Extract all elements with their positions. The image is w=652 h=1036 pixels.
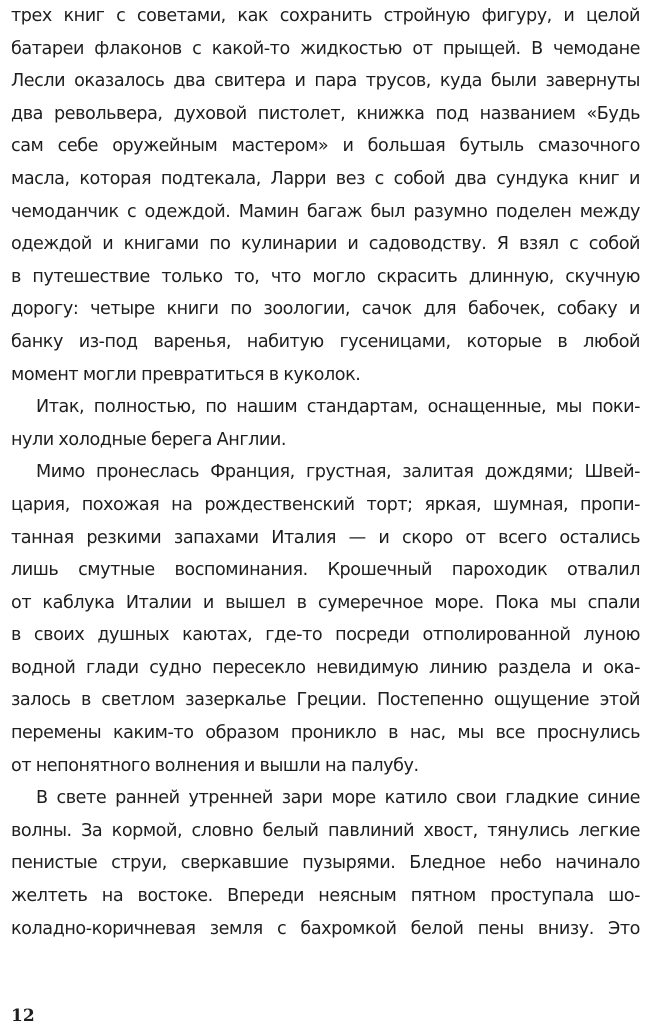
- text-line: масла, которая подтекала, Ларри вез с собой два сундука книг и: [11, 168, 640, 189]
- text-line: трех книг с советами, как сохранить стройную фигуру, и целой: [11, 6, 640, 26]
- paragraph: [11, 456, 640, 782]
- text-line: лишь смутные воспоминания. Крошечный пароходик отвалил: [11, 560, 640, 581]
- text-line: банку из-под варенья, набитую гусеницами, которые в любой: [11, 331, 640, 352]
- paragraph: [11, 782, 640, 945]
- text-line: одеждой и книгами по кулинарии и садоводству. Я взял с собой: [11, 234, 640, 255]
- text-line: сам себе оружейным мастером» и большая бутыль смазочного: [11, 136, 640, 157]
- text-line: дорогу: четыре книги по зоологии, сачок для бабочек, собаку и: [11, 299, 640, 320]
- text-line: Итак, полностью, по нашим стандартам, оснащенные, мы поки-: [36, 397, 640, 418]
- text-line: Мимо пронеслась Франция, грустная, залитая дождями; Швей-: [36, 462, 640, 483]
- text-line: танная резкими запахами Италия — и скоро от всего остались: [11, 527, 640, 548]
- text-line: нули холодные берега Англии.: [11, 429, 287, 450]
- text-line: пенистые струи, сверкавшие пузырями. Бледное небо начинало: [11, 853, 640, 874]
- text-line: водной глади судно пересекло невидимую линию раздела и ока-: [11, 657, 640, 678]
- text-line: момент могли превратиться в куколок.: [11, 364, 361, 385]
- text-line: батареи флаконов с какой-то жидкостью от прыщей. В чемодане: [11, 38, 640, 59]
- page-text: [11, 0, 640, 945]
- text-line: от непонятного волнения и вышли на палубу.: [11, 755, 419, 776]
- page-number: 12: [11, 1006, 35, 1026]
- text-line: цария, похожая на рождественский торт; яркая, шумная, пропи-: [11, 494, 640, 515]
- text-line: чемоданчик с одеждой. Мамин багаж был разумно поделен между: [11, 201, 640, 222]
- text-line: коладно-коричневая земля с бахромкой белой пены внизу. Это: [11, 918, 640, 939]
- text-line: желтеть на востоке. Впереди неясным пятном проступала шо-: [11, 886, 640, 907]
- text-line: залось в светлом зазеркалье Греции. Постепенно ощущение этой: [11, 690, 640, 711]
- text-line: перемены каким-то образом проникло в нас, мы все проснулись: [11, 723, 640, 744]
- text-line: волны. За кормой, словно белый павлиний хвост, тянулись легкие: [11, 820, 640, 841]
- text-line: два револьвера, духовой пистолет, книжка под названием «Будь: [11, 103, 640, 124]
- text-line: от каблука Италии и вышел в сумеречное море. Пока мы спали: [11, 592, 640, 613]
- text-line: В свете ранней утренней зари море катило свои гладкие синие: [36, 788, 640, 809]
- paragraph: [11, 0, 640, 391]
- text-line: Лесли оказалось два свитера и пара трусов, куда были завернуты: [11, 71, 640, 92]
- text-line: в своих душных каютах, где-то посреди отполированной луною: [11, 625, 640, 646]
- paragraph: [11, 391, 640, 456]
- text-line: в путешествие только то, что могло скрасить длинную, скучную: [11, 266, 640, 287]
